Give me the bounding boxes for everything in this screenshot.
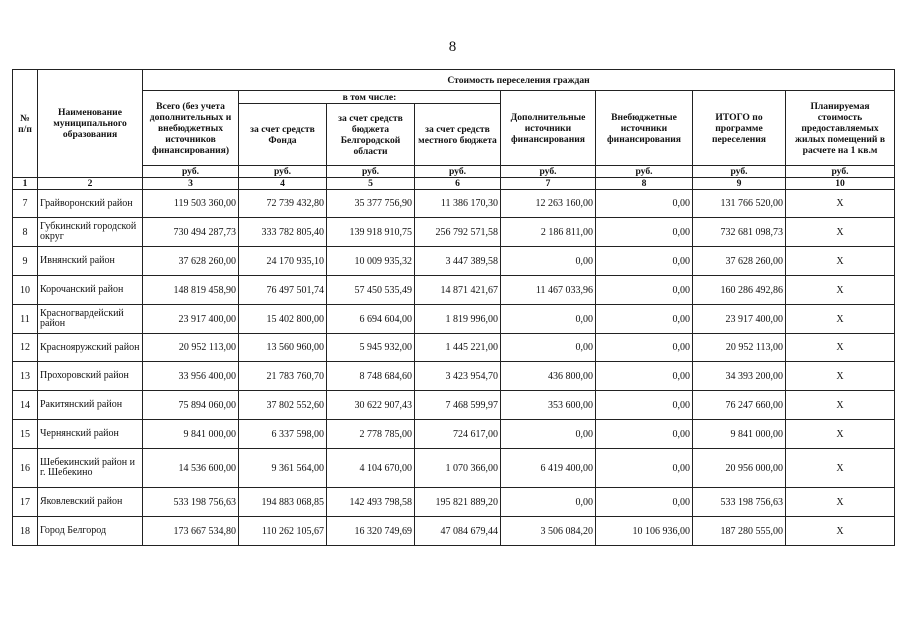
unit-cell: руб. <box>239 166 327 178</box>
total-cell: 37 628 260,00 <box>143 247 239 276</box>
municipality-name: Ивнянский район <box>38 247 143 276</box>
header-col-local: за счет средств местного бюджета <box>415 104 501 166</box>
row-number: 7 <box>13 190 38 218</box>
column-number-cell: 3 <box>143 178 239 190</box>
local-budget-cell: 1 445 221,00 <box>415 334 501 362</box>
row-number: 8 <box>13 218 38 247</box>
fund-cell: 13 560 960,00 <box>239 334 327 362</box>
row-number: 12 <box>13 334 38 362</box>
row-number: 16 <box>13 449 38 488</box>
table-row <box>13 276 895 305</box>
unit-cell: руб. <box>501 166 596 178</box>
header-col-total: Всего (без учета дополнительных и внебюджетных источников финансирования) <box>143 91 239 166</box>
offbudget-sources-cell: 0,00 <box>596 276 693 305</box>
total-cell: 23 917 400,00 <box>143 305 239 334</box>
planned-cost-cell: X <box>786 218 895 247</box>
column-number-cell: 5 <box>327 178 415 190</box>
offbudget-sources-cell: 0,00 <box>596 305 693 334</box>
municipality-name: Яковлевский район <box>38 488 143 517</box>
fund-cell: 110 262 105,67 <box>239 517 327 546</box>
local-budget-cell: 724 617,00 <box>415 420 501 449</box>
local-budget-cell: 3 423 954,70 <box>415 362 501 391</box>
itogo-cell: 533 198 756,63 <box>693 488 786 517</box>
header-subgroup-title: в том числе: <box>239 91 501 104</box>
offbudget-sources-cell: 0,00 <box>596 420 693 449</box>
column-number-cell: 10 <box>786 178 895 190</box>
table-row <box>13 247 895 276</box>
row-number: 18 <box>13 517 38 546</box>
region-budget-cell: 142 493 798,58 <box>327 488 415 517</box>
itogo-cell: 131 766 520,00 <box>693 190 786 218</box>
row-number: 14 <box>13 391 38 420</box>
column-number-cell: 6 <box>415 178 501 190</box>
total-cell: 20 952 113,00 <box>143 334 239 362</box>
table-row <box>13 362 895 391</box>
local-budget-cell: 7 468 599,97 <box>415 391 501 420</box>
table-row <box>13 449 895 488</box>
municipality-name: Краснояружский район <box>38 334 143 362</box>
column-number-cell: 2 <box>38 178 143 190</box>
offbudget-sources-cell: 0,00 <box>596 247 693 276</box>
offbudget-sources-cell: 0,00 <box>596 488 693 517</box>
row-number: 9 <box>13 247 38 276</box>
fund-cell: 24 170 935,10 <box>239 247 327 276</box>
itogo-cell: 160 286 492,86 <box>693 276 786 305</box>
total-cell: 14 536 600,00 <box>143 449 239 488</box>
header-col-planned: Планируемая стоимость предоставляемых жилых помещений в расчете на 1 кв.м <box>786 91 895 166</box>
column-number-cell: 8 <box>596 178 693 190</box>
row-number: 15 <box>13 420 38 449</box>
header-col-offbudget: Внебюджетные источники финансирования <box>596 91 693 166</box>
additional-sources-cell: 0,00 <box>501 305 596 334</box>
additional-sources-cell: 0,00 <box>501 247 596 276</box>
unit-cell: руб. <box>327 166 415 178</box>
resettlement-cost-table <box>12 69 895 546</box>
column-number-cell: 1 <box>13 178 38 190</box>
fund-cell: 76 497 501,74 <box>239 276 327 305</box>
planned-cost-cell: X <box>786 449 895 488</box>
region-budget-cell: 5 945 932,00 <box>327 334 415 362</box>
region-budget-cell: 6 694 604,00 <box>327 305 415 334</box>
local-budget-cell: 14 871 421,67 <box>415 276 501 305</box>
additional-sources-cell: 353 600,00 <box>501 391 596 420</box>
offbudget-sources-cell: 0,00 <box>596 449 693 488</box>
fund-cell: 9 361 564,00 <box>239 449 327 488</box>
itogo-cell: 34 393 200,00 <box>693 362 786 391</box>
page-number: 8 <box>448 39 457 55</box>
offbudget-sources-cell: 0,00 <box>596 334 693 362</box>
table-row <box>13 190 895 218</box>
total-cell: 33 956 400,00 <box>143 362 239 391</box>
table-row <box>13 218 895 247</box>
municipality-name: Шебекинский район и г. Шебекино <box>38 449 143 488</box>
additional-sources-cell: 0,00 <box>501 488 596 517</box>
additional-sources-cell: 2 186 811,00 <box>501 218 596 247</box>
total-cell: 533 198 756,63 <box>143 488 239 517</box>
itogo-cell: 732 681 098,73 <box>693 218 786 247</box>
fund-cell: 333 782 805,40 <box>239 218 327 247</box>
column-number-cell: 9 <box>693 178 786 190</box>
row-number: 13 <box>13 362 38 391</box>
planned-cost-cell: X <box>786 305 895 334</box>
region-budget-cell: 57 450 535,49 <box>327 276 415 305</box>
table-row <box>13 517 895 546</box>
itogo-cell: 20 956 000,00 <box>693 449 786 488</box>
header-group-title: Стоимость переселения граждан <box>143 70 895 91</box>
region-budget-cell: 10 009 935,32 <box>327 247 415 276</box>
unit-cell: руб. <box>693 166 786 178</box>
planned-cost-cell: X <box>786 391 895 420</box>
row-number: 11 <box>13 305 38 334</box>
planned-cost-cell: X <box>786 190 895 218</box>
header-col-name: Наименование муниципального образования <box>38 70 143 178</box>
unit-cell: руб. <box>143 166 239 178</box>
region-budget-cell: 8 748 684,60 <box>327 362 415 391</box>
table-row <box>13 391 895 420</box>
local-budget-cell: 47 084 679,44 <box>415 517 501 546</box>
fund-cell: 194 883 068,85 <box>239 488 327 517</box>
itogo-cell: 9 841 000,00 <box>693 420 786 449</box>
municipality-name: Корочанский район <box>38 276 143 305</box>
municipality-name: Красногвардейский район <box>38 305 143 334</box>
region-budget-cell: 30 622 907,43 <box>327 391 415 420</box>
additional-sources-cell: 6 419 400,00 <box>501 449 596 488</box>
municipality-name: Губкинский городской округ <box>38 218 143 247</box>
local-budget-cell: 1 070 366,00 <box>415 449 501 488</box>
column-number-cell: 4 <box>239 178 327 190</box>
itogo-cell: 76 247 660,00 <box>693 391 786 420</box>
total-cell: 730 494 287,73 <box>143 218 239 247</box>
local-budget-cell: 11 386 170,30 <box>415 190 501 218</box>
municipality-name: Ракитянский район <box>38 391 143 420</box>
local-budget-cell: 195 821 889,20 <box>415 488 501 517</box>
region-budget-cell: 4 104 670,00 <box>327 449 415 488</box>
itogo-cell: 187 280 555,00 <box>693 517 786 546</box>
offbudget-sources-cell: 0,00 <box>596 190 693 218</box>
header-col-fund: за счет средств Фонда <box>239 104 327 166</box>
itogo-cell: 20 952 113,00 <box>693 334 786 362</box>
itogo-cell: 37 628 260,00 <box>693 247 786 276</box>
region-budget-cell: 139 918 910,75 <box>327 218 415 247</box>
municipality-name: Город Белгород <box>38 517 143 546</box>
total-cell: 119 503 360,00 <box>143 190 239 218</box>
municipality-name: Чернянский район <box>38 420 143 449</box>
table-row <box>13 305 895 334</box>
region-budget-cell: 35 377 756,90 <box>327 190 415 218</box>
planned-cost-cell: X <box>786 362 895 391</box>
offbudget-sources-cell: 0,00 <box>596 391 693 420</box>
unit-cell: руб. <box>596 166 693 178</box>
header-col-region: за счет средств бюджета Белгородской области <box>327 104 415 166</box>
row-number: 17 <box>13 488 38 517</box>
table-row <box>13 334 895 362</box>
offbudget-sources-cell: 0,00 <box>596 218 693 247</box>
additional-sources-cell: 0,00 <box>501 334 596 362</box>
planned-cost-cell: X <box>786 517 895 546</box>
fund-cell: 6 337 598,00 <box>239 420 327 449</box>
total-cell: 75 894 060,00 <box>143 391 239 420</box>
planned-cost-cell: X <box>786 247 895 276</box>
table-row <box>13 420 895 449</box>
planned-cost-cell: X <box>786 420 895 449</box>
table-row <box>13 488 895 517</box>
total-cell: 148 819 458,90 <box>143 276 239 305</box>
offbudget-sources-cell: 10 106 936,00 <box>596 517 693 546</box>
additional-sources-cell: 3 506 084,20 <box>501 517 596 546</box>
fund-cell: 37 802 552,60 <box>239 391 327 420</box>
municipality-name: Грайворонский район <box>38 190 143 218</box>
row-number: 10 <box>13 276 38 305</box>
itogo-cell: 23 917 400,00 <box>693 305 786 334</box>
additional-sources-cell: 436 800,00 <box>501 362 596 391</box>
unit-cell: руб. <box>786 166 895 178</box>
municipality-name: Прохоровский район <box>38 362 143 391</box>
unit-cell: руб. <box>415 166 501 178</box>
local-budget-cell: 1 819 996,00 <box>415 305 501 334</box>
column-number-cell: 7 <box>501 178 596 190</box>
header-col-no: № п/п <box>13 70 38 178</box>
planned-cost-cell: X <box>786 334 895 362</box>
fund-cell: 72 739 432,80 <box>239 190 327 218</box>
header-col-additional: Дополнительные источники финансирования <box>501 91 596 166</box>
local-budget-cell: 256 792 571,58 <box>415 218 501 247</box>
additional-sources-cell: 12 263 160,00 <box>501 190 596 218</box>
region-budget-cell: 16 320 749,69 <box>327 517 415 546</box>
offbudget-sources-cell: 0,00 <box>596 362 693 391</box>
header-col-itogo: ИТОГО по программе переселения <box>693 91 786 166</box>
fund-cell: 21 783 760,70 <box>239 362 327 391</box>
total-cell: 9 841 000,00 <box>143 420 239 449</box>
additional-sources-cell: 0,00 <box>501 420 596 449</box>
total-cell: 173 667 534,80 <box>143 517 239 546</box>
planned-cost-cell: X <box>786 488 895 517</box>
region-budget-cell: 2 778 785,00 <box>327 420 415 449</box>
table-body <box>13 190 895 546</box>
local-budget-cell: 3 447 389,58 <box>415 247 501 276</box>
additional-sources-cell: 11 467 033,96 <box>501 276 596 305</box>
planned-cost-cell: X <box>786 276 895 305</box>
fund-cell: 15 402 800,00 <box>239 305 327 334</box>
